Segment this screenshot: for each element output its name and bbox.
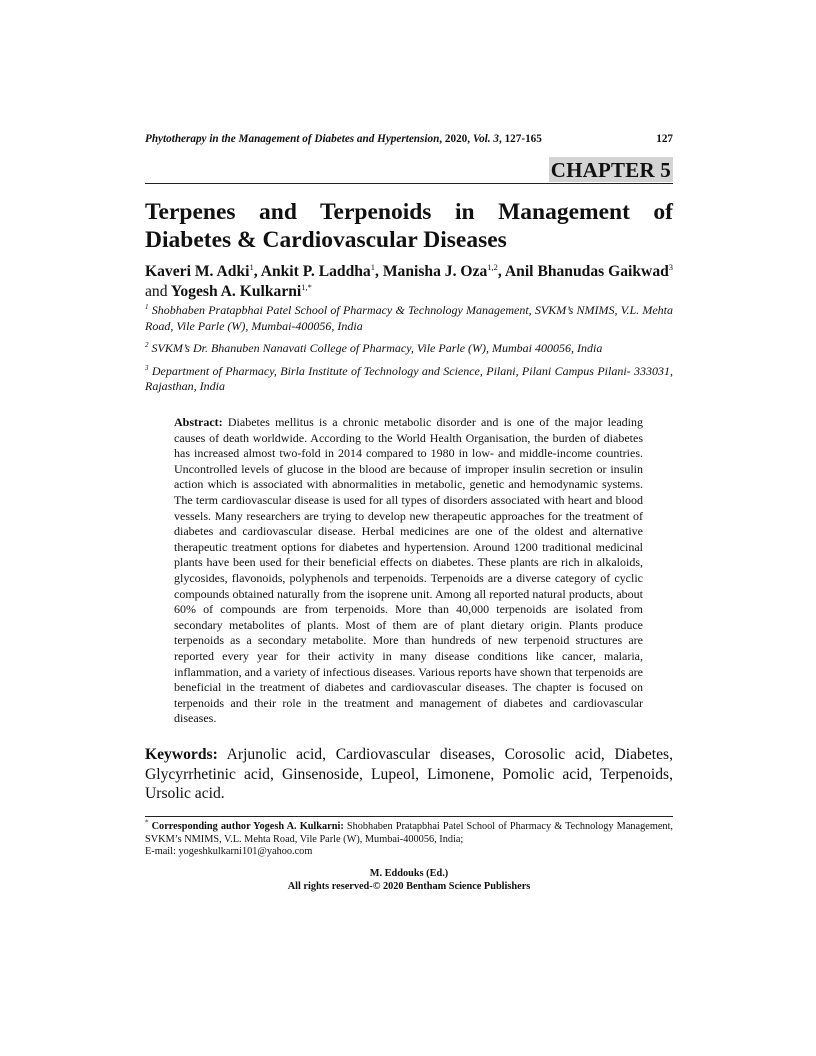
author-affiliation-marker: 1,2 bbox=[487, 261, 498, 272]
footnote-marker: * bbox=[145, 818, 149, 827]
running-header bbox=[145, 133, 673, 145]
author-list: Kaveri M. Adki$^1$, Ankit P. Laddha$^1$, Manisha J. Oza$^{1,2}$, Anil Bhanudas Gaikwad$^3$ and Yogesh A. Kulkarni$^{1,*}$ bbox=[145, 261, 674, 300]
rights-line: All rights reserved-© 2020 Bentham Science Publishers bbox=[287, 881, 531, 892]
keywords bbox=[145, 745, 673, 804]
publisher-imprint bbox=[145, 867, 673, 893]
abstract-label: Abstract: bbox=[174, 415, 223, 429]
author-conjunction: and bbox=[145, 283, 168, 300]
affiliation bbox=[145, 303, 673, 334]
corresponding-author-footnote bbox=[145, 818, 674, 859]
chapter-row bbox=[145, 157, 673, 182]
abstract-text: Diabetes mellitus is a chronic metabolic disorder and is one of the major leading causes of death worldwide. According to the World Health Organisation, the burden of diabetes has increased almost two-fold in 2014 compared to 1980 in low- and middle-income countries. Uncontrolled levels of glucose in the blood are because of improper insulin secretion or insulin action which is associated with abnormalities in metabolic, genetic and hemodynamic systems. The term cardiovascular disease is used for all types of disorders associated with heart and blood vessels. Many researchers are trying to develop new therapeutic approaches for the treatment of diabetes and cardiovascular disease. Herbal medicines are one of the oldest and alternative therapeutic treatment options for diabetes and hypertension. Around 1200 traditional medicinal plants have been used for their beneficial effects on diabetes. These plants are rich in alkaloids, glycosides, flavonoids, polyphenols and terpenoids. Terpenoids are a diverse category of cyclic compounds obtained naturally from the isoprene unit. Among all reported natural products, about 60% of compounds are from terpenoids. More than 40,000 terpenoids are isolated from secondary metabolites of plants. Most of them are of plant dietary origin. Plants produce terpenoids as a secondary metabolite. More than hundreds of new terpenoid structures are reported every year for their activity in many disease conditions like cancer, malaria, inflammation, and a variety of infectious diseases. Various reports have shown that terpenoids are beneficial in the treatment of diabetes and cardiovascular diseases. The chapter is focused on terpenoids and their role in the treatment and management of diabetes and cardiovascular diseases. bbox=[174, 415, 643, 726]
author-name: Manisha J. Oza bbox=[382, 263, 488, 280]
keywords-label: Keywords: bbox=[145, 746, 218, 763]
page-number: 127 bbox=[656, 133, 673, 145]
author-name: Yogesh A. Kulkarni bbox=[170, 283, 302, 300]
affiliation bbox=[145, 364, 673, 395]
journal-pages: 127-165 bbox=[504, 133, 542, 145]
affiliation-text: Department of Pharmacy, Birla Institute of Technology and Science, Pilani, Pilani Campus Pilani- 333031, Rajasthan, India bbox=[145, 363, 674, 394]
affiliation-marker: 3 bbox=[145, 363, 149, 372]
author-name: Anil Bhanudas Gaikwad bbox=[504, 263, 669, 280]
affiliation bbox=[145, 341, 673, 357]
footnote-divider bbox=[145, 816, 673, 817]
keywords-text: Arjunolic acid, Cardiovascular diseases, Corosolic acid, Diabetes, Glycyrrhetinic acid, Ginsenoside, Lupeol, Limonene, Pomolic acid, Terpenoids, Ursolic acid. bbox=[145, 746, 673, 803]
abstract bbox=[174, 415, 643, 727]
author-affiliation-marker: 1 bbox=[249, 261, 254, 272]
author-affiliation-marker: 3 bbox=[668, 261, 674, 272]
author-affiliation-marker: 1,* bbox=[301, 281, 312, 292]
journal-volume: Vol. 3 bbox=[472, 133, 499, 145]
chapter-label: CHAPTER 5 bbox=[550, 158, 671, 182]
paper-title: Terpenes and Terpenoids in Management of Diabetes & Cardiovascular Diseases bbox=[145, 199, 673, 253]
footnote-email: E-mail: yogeshkulkarni101@yahoo.com bbox=[145, 846, 313, 858]
author-name: Kaveri M. Adki bbox=[145, 263, 250, 280]
author-affiliation-marker: 1 bbox=[370, 261, 375, 272]
chapter-divider bbox=[145, 183, 673, 184]
affiliation-list bbox=[145, 303, 673, 402]
footnote-label: Corresponding author Yogesh A. Kulkarni: bbox=[151, 821, 344, 832]
affiliation-text: SVKM’s Dr. Bhanuben Nanavati College of Pharmacy, Vile Parle (W), Mumbai 400056, India bbox=[151, 341, 603, 356]
affiliation-marker: 2 bbox=[145, 341, 149, 350]
editor-line: M. Eddouks (Ed.) bbox=[369, 868, 449, 879]
footnote-text: Shobhaben Pratapbhai Patel School of Pharmacy & Technology Management, SVKM’s NMIMS, V.L. Mehta Road, Vile Parle (W), Mumbai-400056, India; bbox=[145, 821, 674, 845]
author-name: Ankit P. Laddha bbox=[260, 263, 371, 280]
journal-title: Phytotherapy in the Management of Diabetes and Hypertension bbox=[145, 133, 440, 145]
affiliation-text: Shobhaben Pratapbhai Patel School of Pharmacy & Technology Management, SVKM’s NMIMS, V.L. Mehta Road, Vile Parle (W), Mumbai-400056, India bbox=[145, 303, 673, 333]
running-header-citation: Phytotherapy in the Management of Diabetes and Hypertension, 2020, Vol. 3, 127-165 bbox=[145, 133, 542, 145]
journal-year: 2020 bbox=[444, 133, 468, 145]
affiliation-marker: 1 bbox=[145, 303, 149, 311]
